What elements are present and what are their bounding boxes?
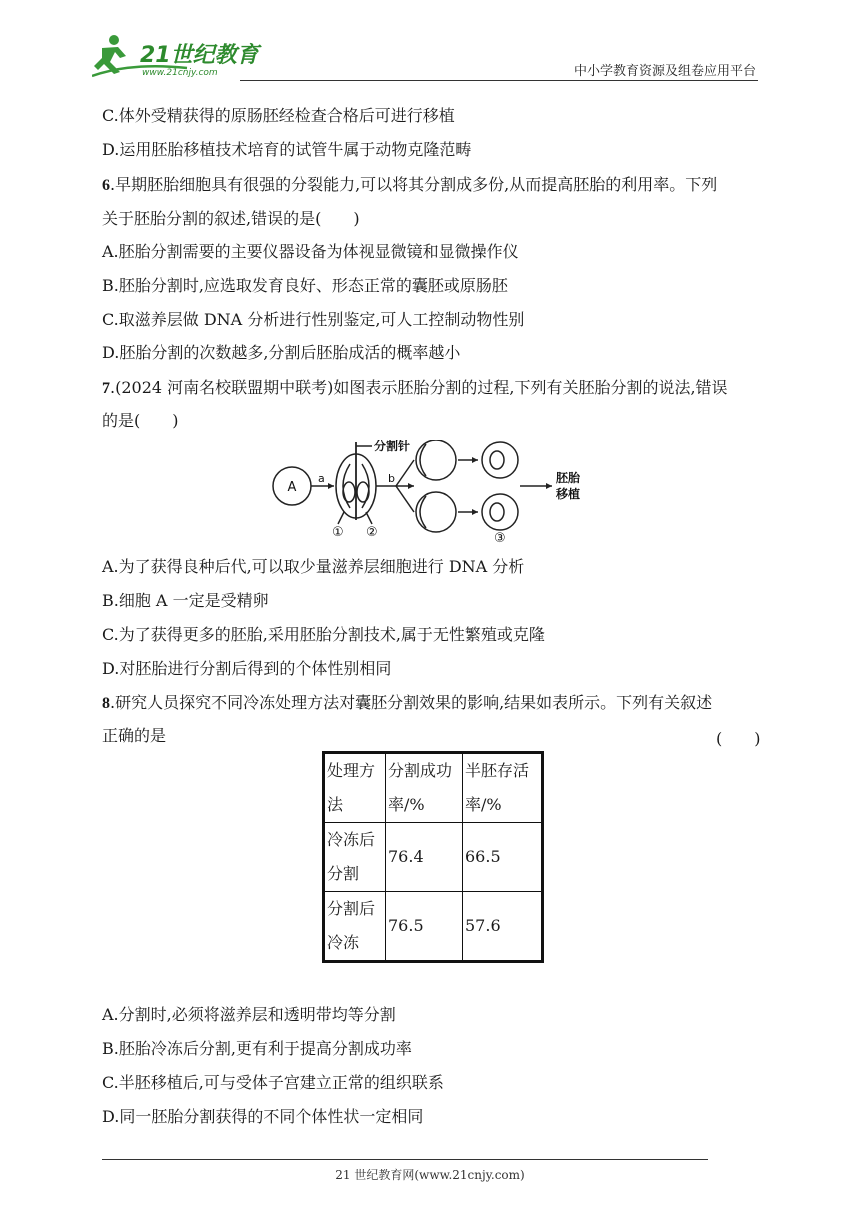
arrow-b-label: b	[388, 472, 395, 485]
embryo-splitting-figure	[268, 440, 598, 550]
svg-text:www.21cnjy.com: www.21cnjy.com	[142, 68, 218, 78]
header-divider	[240, 80, 758, 81]
transfer-label-2: 移植	[556, 487, 581, 501]
page-header	[0, 0, 860, 90]
q8-option-b: B.胚胎冷冻后分割,更有利于提高分割成功率	[102, 1039, 412, 1058]
table-header-row	[324, 753, 543, 823]
needle-label: 分割针	[374, 440, 411, 453]
table-header-cell: 半胚存活 率/%	[463, 753, 543, 823]
label-3: ③	[494, 531, 506, 546]
freezing-results-table	[322, 751, 544, 963]
q6-option-b: B.胚胎分割时,应选取发育良好、形态正常的囊胚或原肠胚	[102, 276, 508, 295]
q7-option-a: A.为了获得良种后代,可以取少量滋养层细胞进行 DNA 分析	[102, 557, 525, 576]
table-cell-split-rate: 76.4	[386, 823, 463, 892]
q7-option-c: C.为了获得更多的胚胎,采用胚胎分割技术,属于无性繁殖或克隆	[102, 625, 545, 644]
table-cell-method: 冷冻后 分割	[324, 823, 386, 892]
footer-text: 21 世纪教育网(www.21cnjy.com)	[335, 1168, 525, 1182]
q8-option-a: A.分割时,必须将滋养层和透明带均等分割	[102, 1005, 396, 1024]
footer-divider	[102, 1159, 708, 1160]
table-cell-survival-rate: 57.6	[463, 892, 543, 962]
q5-option-c: C.体外受精获得的原肠胚经检查合格后可进行移植	[102, 106, 455, 125]
q7-stem-line2: 的是( )	[102, 411, 179, 430]
q8-stem-line2: 正确的是	[102, 726, 167, 745]
table-row	[324, 823, 543, 892]
label-2: ②	[366, 525, 378, 540]
half-embryo-bottom	[416, 492, 456, 532]
label-1: ①	[332, 525, 344, 540]
q8-number: 8	[102, 695, 110, 712]
header-platform-text: 中小学教育资源及组卷应用平台	[573, 64, 756, 79]
q6-stem-line2: 关于胚胎分割的叙述,错误的是( )	[102, 209, 360, 228]
table-header-cell: 分割成功 率/%	[386, 753, 463, 823]
site-logo	[92, 32, 267, 78]
q8-option-c: C.半胚移植后,可与受体子宫建立正常的组织联系	[102, 1073, 444, 1092]
embryo-bottom	[482, 494, 518, 530]
q6-option-d: D.胚胎分割的次数越多,分割后胚胎成活的概率越小	[102, 343, 461, 362]
embryo-top	[482, 442, 518, 478]
cell-a-label: A	[287, 480, 297, 495]
q8-stem-line1: 8.研究人员探究不同冷冻处理方法对囊胚分割效果的影响,结果如表所示。下列有关叙述	[102, 693, 713, 712]
q6-option-a: A.胚胎分割需要的主要仪器设备为体视显微镜和显微操作仪	[102, 242, 519, 261]
table-cell-split-rate: 76.5	[386, 892, 463, 962]
q7-option-b: B.细胞 A 一定是受精卵	[102, 591, 269, 610]
q8-option-d: D.同一胚胎分割获得的不同个体性状一定相同	[102, 1107, 424, 1126]
q7-option-d: D.对胚胎进行分割后得到的个体性别相同	[102, 659, 392, 678]
table-cell-method: 分割后 冷冻	[324, 892, 386, 962]
half-embryo-top	[416, 440, 456, 480]
table-header-cell: 处理方 法	[324, 753, 386, 823]
q7-stem-line1: 7.(2024 河南名校联盟期中联考)如图表示胚胎分割的过程,下列有关胚胎分割的说法,错误	[102, 378, 728, 397]
q6-number: 6	[102, 177, 110, 194]
q8-answer-paren: ( )	[716, 729, 761, 748]
q6-stem-line1: 6.早期胚胎细胞具有很强的分裂能力,可以将其分割成多份,从而提高胚胎的利用率。下列	[102, 175, 718, 194]
q7-number: 7	[102, 380, 110, 397]
table-row	[324, 892, 543, 962]
q5-option-d: D.运用胚胎移植技术培育的试管牛属于动物克隆范畴	[102, 140, 472, 159]
q6-option-c: C.取滋养层做 DNA 分析进行性别鉴定,可人工控制动物性别	[102, 310, 525, 329]
arrow-a-label: a	[318, 472, 325, 485]
transfer-label-1: 胚胎	[556, 471, 581, 485]
svg-text:21世纪教育: 21世纪教育	[140, 43, 259, 68]
table-cell-survival-rate: 66.5	[463, 823, 543, 892]
